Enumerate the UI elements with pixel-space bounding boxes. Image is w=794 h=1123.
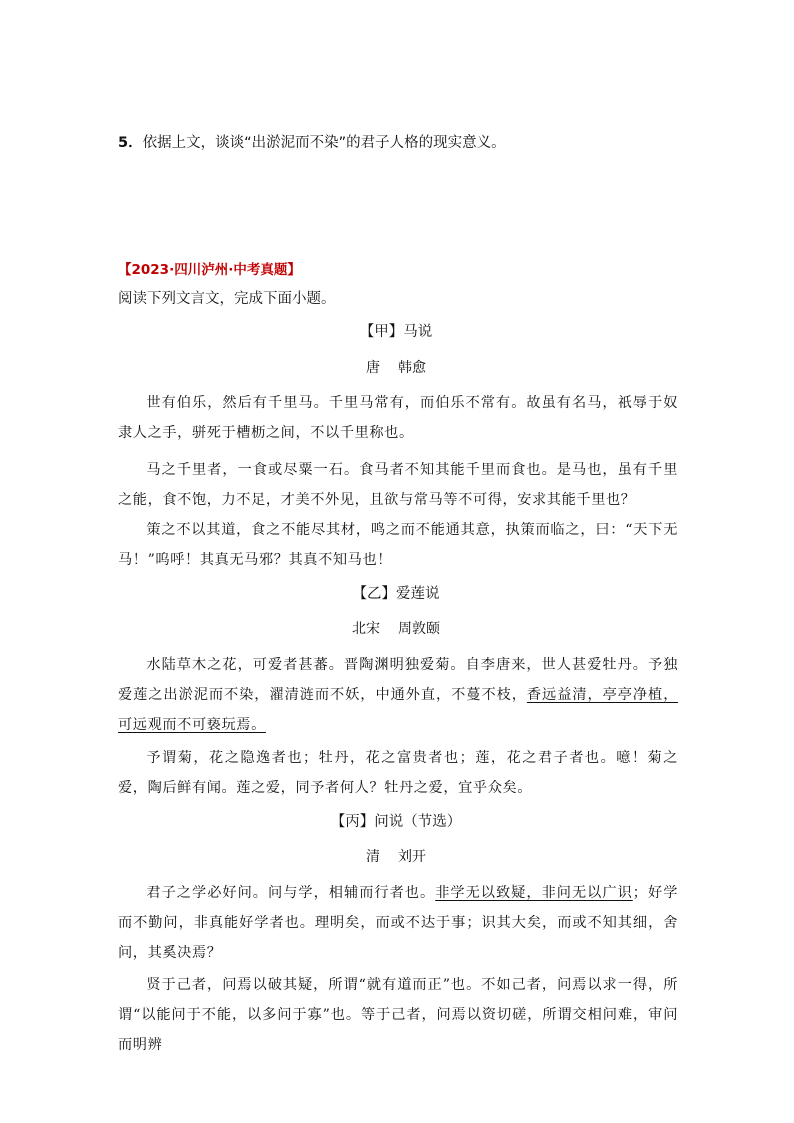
passage-c-p1-after: ；好学而不勤问，非真能好学者也。理明矣，而或不达于事；识其大矣，而或不知其细，舍问，其奚决焉？ [118, 885, 678, 961]
question-number: 5． [118, 135, 143, 151]
passage-a-paragraph-2: 马之千里者，一食或尽粟一石。食马者不知其能千里而食也。是马也，虽有千里之能，食不饱，力不足，才美不外见，且欲与常马等不可得，安求其能千里也？ [118, 462, 678, 508]
passage-c-author-name: 刘开 [398, 849, 426, 865]
passage-a-dynasty: 唐 [366, 360, 380, 376]
passage-b-author-name: 周敦颐 [398, 621, 440, 637]
passage-a-title: 【甲】马说 [359, 324, 433, 340]
passage-c-paragraph-2: 贤于己者，问焉以破其疑，所谓“就有道而正”也。不如己者，问焉以求一得，所谓“以能问于不能，以多问于寡”也。等于己者，问焉以资切磋，所谓交相问难，审问而明辨 [118, 977, 678, 1053]
passage-b-underlined-sentence: 香远益清，亭亭净植，可远观而不可亵玩焉。 [118, 687, 678, 733]
passage-a-paragraph-3: 策之不以其道，食之不能尽其材，鸣之而不能通其意，执策而临之，曰：“天下无马！”呜呼！其真无马邪？其真不知马也！ [118, 522, 678, 568]
passage-c-p1-before: 君子之学必好问。问与学，相辅而行者也。 [146, 885, 436, 901]
passage-a-paragraph-1: 世有伯乐，然后有千里马。千里马常有，而伯乐不常有。故虽有名马，祇辱于奴隶人之手，骈死于槽枥之间，不以千里称也。 [118, 395, 678, 441]
passage-b-paragraph-2: 予谓菊，花之隐逸者也；牡丹，花之富贵者也；莲，花之君子者也。噫！菊之爱，陶后鲜有闻。莲之爱，同予者何人？牡丹之爱，宜乎众矣。 [118, 750, 678, 796]
passage-b-author [118, 618, 674, 638]
question-5 [118, 133, 506, 153]
reading-instruction: 阅读下列文言文，完成下面小题。 [118, 291, 336, 307]
passage-a-author-name: 韩愈 [398, 360, 426, 376]
passage-c-title: 【丙】问说（节选） [330, 814, 462, 830]
question-text: 依据上文，谈谈“出淤泥而不染”的君子人格的现实意义。 [142, 135, 506, 151]
passage-c-underlined-sentence: 非学无以致疑，非问无以广识 [435, 885, 633, 901]
passage-a-author [118, 357, 674, 377]
passage-c-paragraph-1 [118, 878, 678, 968]
passage-b-dynasty: 北宋 [352, 621, 380, 637]
exam-source-tag: 【2023·四川泸州·中考真题】 [118, 262, 301, 278]
passage-b-paragraph-1 [118, 650, 678, 740]
passage-b-p1-text: 水陆草木之花，可爱者甚蕃。晋陶渊明独爱菊。自李唐来，世人甚爱牡丹。予独爱莲之出淤泥而不染，濯清涟而不妖，中通外直，不蔓不枝， [118, 657, 678, 703]
passage-c-dynasty: 清 [366, 849, 380, 865]
passage-b-title: 【乙】爱莲说 [352, 586, 440, 602]
passage-c-author [118, 846, 674, 866]
